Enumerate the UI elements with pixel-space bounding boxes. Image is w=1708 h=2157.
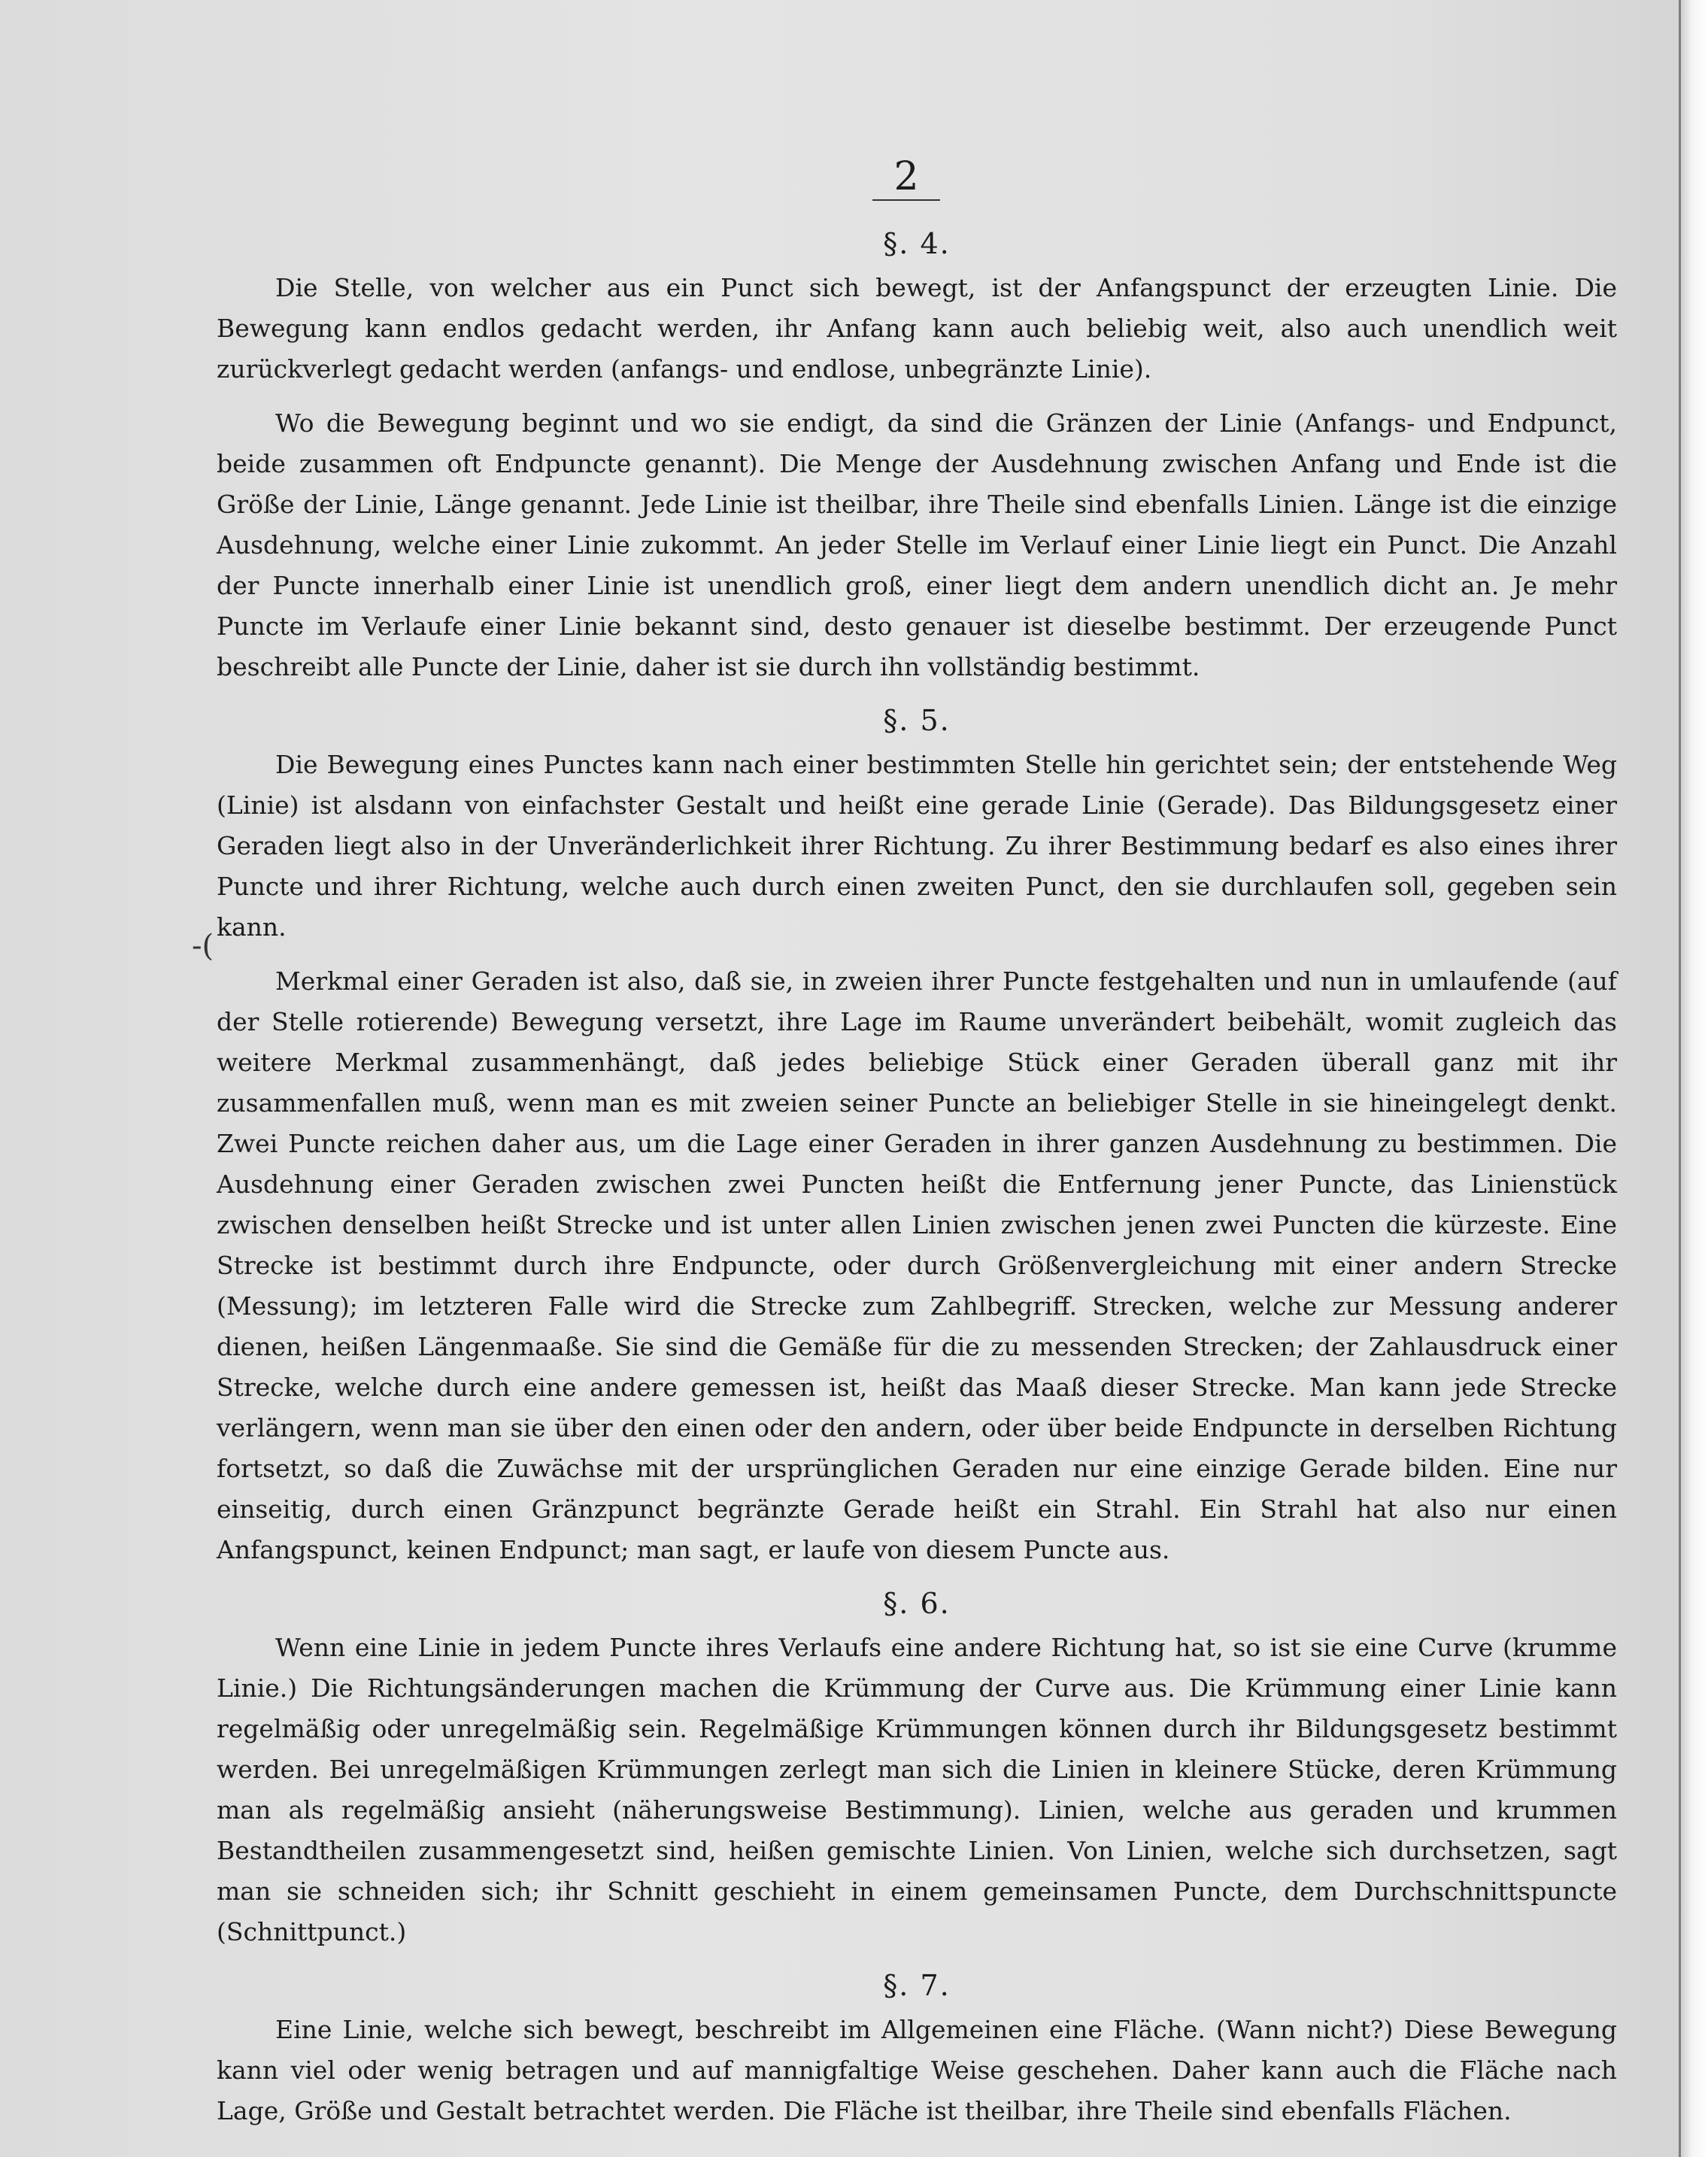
section-7 <box>217 1966 1617 2131</box>
margin-mark: ‑( <box>192 929 214 963</box>
paragraph: Eine Linie, welche sich bewegt, beschreibt im Allgemeinen eine Fläche. (Wann nicht?) Diese Bewegung kann viel oder wenig betragen und auf mannigfaltige Weise geschehen. Daher kann auch die Fläche nach Lage, Größe und Gestalt betrachtet werden. Die Fläche ist theilbar, ihre Theile sind ebenfalls Flächen. <box>217 2015 1617 2125</box>
section-5 <box>217 701 1617 1570</box>
paragraph: Die Stelle, von welcher aus ein Punct sich bewegt, ist der Anfangspunct der erzeugten Linie. Die Bewegung kann endlos gedacht werden, ihr Anfang kann auch beliebig weit, also auch unendlich weit zurückverlegt gedacht werden (anfangs- und endlose, unbegränzte Linie). <box>217 273 1617 384</box>
section-4 <box>217 224 1617 687</box>
section-heading: §. 7. <box>883 1969 951 2002</box>
page-edge <box>1679 0 1708 2157</box>
paragraph: Merkmal einer Geraden ist also, daß sie, in zweien ihrer Puncte festgehalten und nun in umlaufende (auf der Stelle rotierende) Bewegung versetzt, ihre Lage im Raume unverändert beibehält, womit zugleich das weitere Merkmal zusammenhängt, daß jedes beliebige Stück einer Geraden überall ganz mit ihr zusammenfallen muß, wenn man es mit zweien seiner Puncte an beliebiger Stelle in sie hineingelegt denkt. Zwei Puncte reichen daher aus, um die Lage einer Geraden in ihrer ganzen Ausdehnung zu bestimmen. Die Ausdehnung einer Geraden zwischen zwei Puncten heißt die Entfernung jener Puncte, das Linienstück zwischen denselben heißt Strecke und ist unter allen Linien zwischen jenen zwei Puncten die kürzeste. Eine Strecke ist bestimmt durch ihre Endpuncte, oder durch Größenvergleichung mit einer andern Strecke (Messung); im letzteren Falle wird die Strecke zum Zahlbegriff. Strecken, welche zur Messung anderer dienen, heißen Längenmaaße. Sie sind die Gemäße für die zu messenden Strecken; der Zahlausdruck einer Strecke, welche durch eine andere gemessen ist, heißt das Maaß dieser Strecke. Man kann jede Strecke verlängern, wenn man sie über den einen oder den andern, oder über beide Endpuncte in derselben Richtung fortsetzt, so daß die Zuwächse mit der ursprünglichen Geraden nur eine einzige Gerade bilden. Eine nur einseitig, durch einen Gränzpunct begränzte Gerade heißt ein Strahl. Ein Strahl hat also nur einen Anfangspunct, keinen Endpunct; man sagt, er laufe von diesem Puncte aus. <box>217 966 1617 1564</box>
paragraph: Die Bewegung eines Punctes kann nach einer bestimmten Stelle hin gerichtet sein; der entstehende Weg (Linie) ist alsdann von einfachster Gestalt und heißt eine gerade Linie (Gerade). Das Bildungsgesetz einer Geraden liegt also in der Unveränderlichkeit ihrer Richtung. Zu ihrer Bestimmung bedarf es also eines ihrer Puncte und ihrer Richtung, welche auch durch einen zweiten Punct, den sie durchlaufen soll, gegeben sein kann. <box>217 750 1617 942</box>
paragraph: Wo die Bewegung beginnt und wo sie endigt, da sind die Gränzen der Linie (Anfangs- und Endpunct, beide zusammen oft Endpuncte genannt). Die Menge der Ausdehnung zwischen Anfang und Ende ist die Größe der Linie, Länge genannt. Jede Linie ist theilbar, ihre Theile sind ebenfalls Linien. Länge ist die einzige Ausdehnung, welche einer Linie zukommt. An jeder Stelle im Verlauf einer Linie liegt ein Punct. Die Anzahl der Puncte innerhalb einer Linie ist unendlich groß, einer liegt dem andern unendlich dicht an. Je mehr Puncte im Verlaufe einer Linie bekannt sind, desto genauer ist dieselbe bestimmt. Der erzeugende Punct beschreibt alle Puncte der Linie, daher ist sie durch ihn vollständig bestimmt. <box>217 408 1617 681</box>
section-heading: §. 6. <box>883 1587 951 1620</box>
section-heading: §. 4. <box>883 227 951 260</box>
section-6 <box>217 1584 1617 1952</box>
section-heading: §. 5. <box>883 704 951 737</box>
page-number: 2 <box>872 154 940 201</box>
paragraph: Wenn eine Linie in jedem Puncte ihres Verlaufs eine andere Richtung hat, so ist sie eine Curve (krumme Linie.) Die Richtungsänderungen machen die Krümmung der Curve aus. Die Krümmung einer Linie kann regelmäßig oder unregelmäßig sein. Regelmäßige Krümmungen können durch ihr Bildungsgesetz bestimmt werden. Bei unregelmäßigen Krümmungen zerlegt man sich die Linien in kleinere Stücke, deren Krümmung man als regelmäßig ansieht (näherungsweise Bestimmung). Linien, welche aus geraden und krummen Bestandtheilen zusammengesetzt sind, heißen gemischte Linien. Von Linien, welche sich durchsetzen, sagt man sie schneiden sich; ihr Schnitt geschieht in einem gemeinsamen Puncte, dem Durchschnittspuncte (Schnittpunct.) <box>217 1633 1617 1946</box>
text-body <box>217 224 1617 2145</box>
